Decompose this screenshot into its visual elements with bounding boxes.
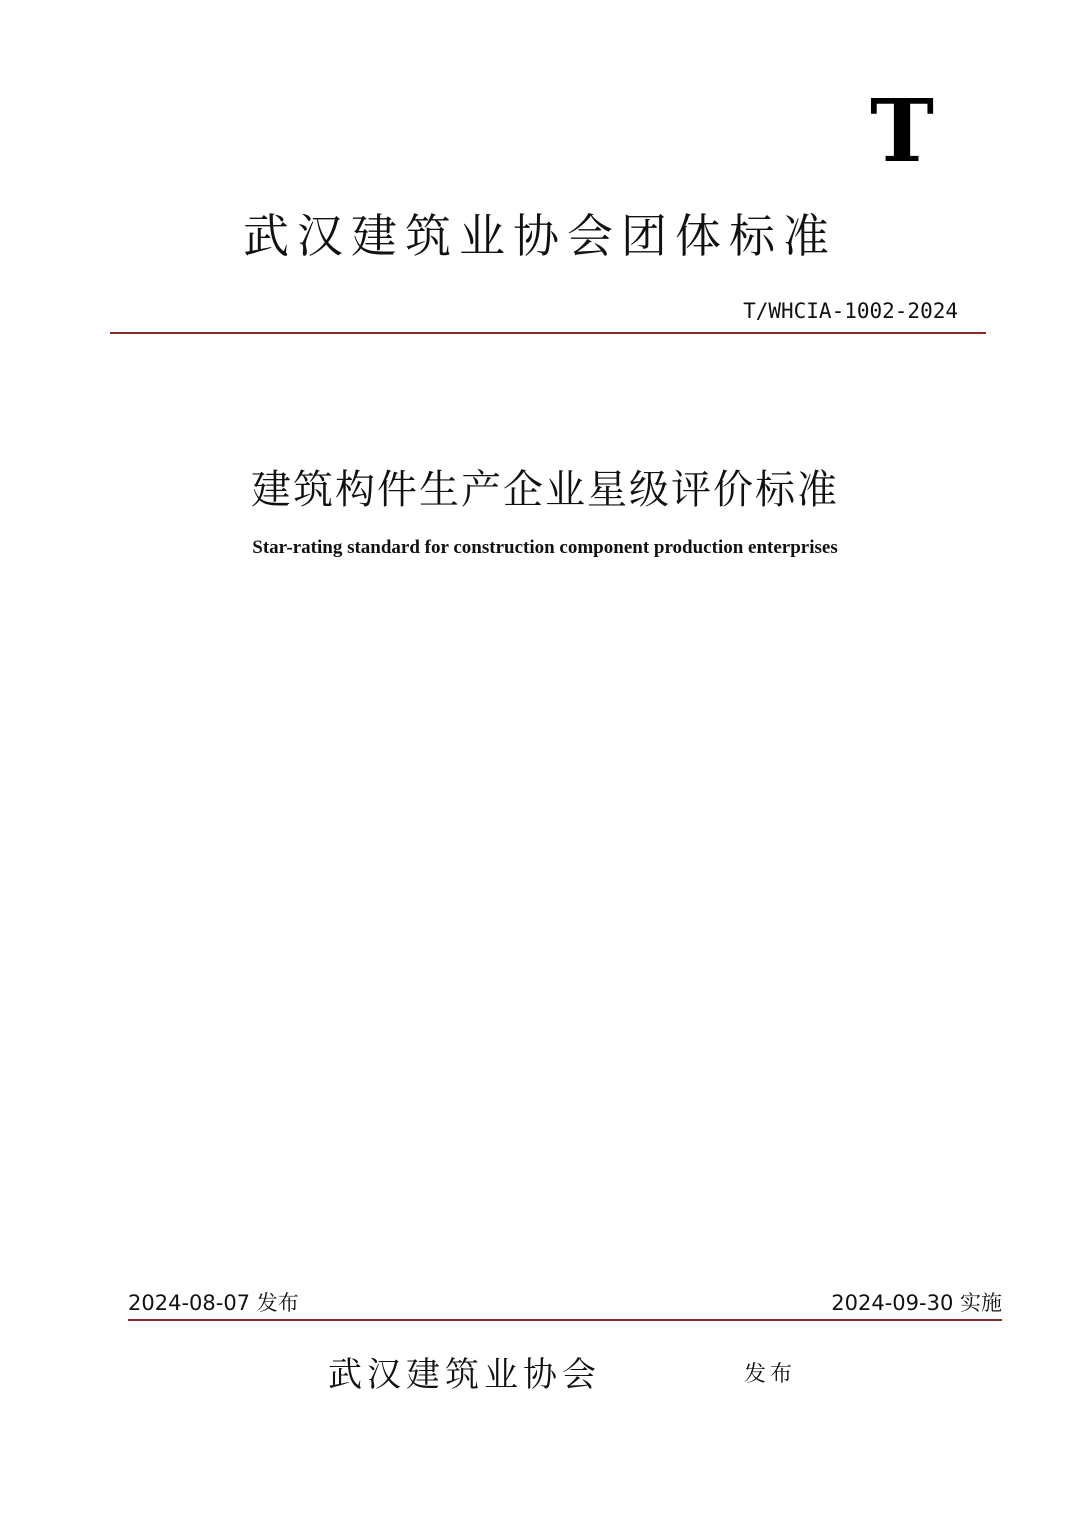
implementation-date: 2024-09-30 实施	[831, 1291, 1002, 1315]
document-title-english: Star-rating standard for construction component production enterprises	[252, 537, 838, 558]
publisher-name: 武汉建筑业协会	[328, 1355, 601, 1395]
publish-label: 发布	[744, 1362, 797, 1387]
header-divider	[110, 332, 986, 334]
document-title-chinese: 建筑构件生产企业星级评价标准	[251, 467, 839, 513]
standard-code: T/WHCIA-1002-2024	[743, 299, 958, 323]
standard-category-mark: T	[870, 81, 934, 182]
footer-divider	[128, 1319, 1002, 1321]
issue-date: 2024-08-07 发布	[128, 1291, 299, 1315]
standard-type-heading: 武汉建筑业协会团体标准	[243, 209, 837, 263]
